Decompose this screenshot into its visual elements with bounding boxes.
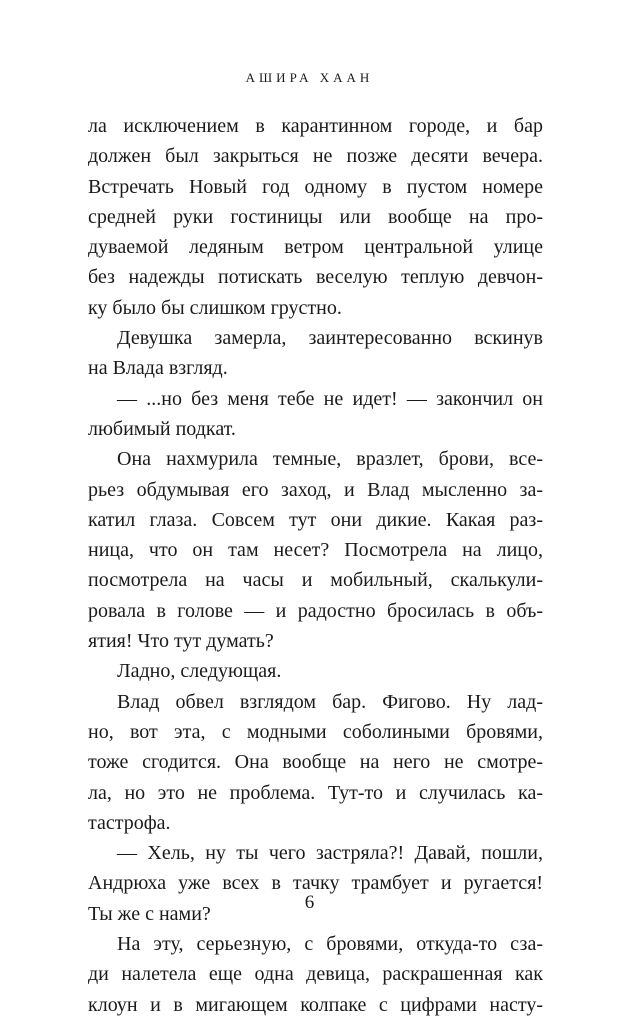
text-line: Ладно, следующая. xyxy=(117,660,282,683)
text-line: Ты же с нами? xyxy=(88,902,211,925)
text-line: посмотрела на часы и мобильный, скалькули- xyxy=(88,569,543,592)
text-line: — ...но без меня тебе не идет! — закончил он xyxy=(117,387,543,410)
text-line: ровала в голове — и радостно бросилась в объ- xyxy=(88,599,543,622)
text-line: ла исключением в карантинном городе, и бар xyxy=(88,115,543,137)
text-line: катил глаза. Совсем тут они дикие. Какая раз- xyxy=(88,508,543,531)
body-text xyxy=(88,111,543,1020)
text-line: но, вот эта, с модными соболиными бровями, xyxy=(88,720,543,743)
text-line: должен был закрыться не позже десяти вечера. xyxy=(88,145,543,168)
text-line: тоже сгодится. Она вообще на него не смотре- xyxy=(88,751,543,774)
text-line: дуваемой ледяным ветром центральной улице xyxy=(88,236,543,259)
text-line: ница, что он там несет? Посмотрела на лицо, xyxy=(88,539,543,562)
text-line: любимый подкат. xyxy=(88,417,236,440)
page-number: 6 xyxy=(304,892,315,913)
text-line: рьез обдумывая его заход, и Влад мысленно за- xyxy=(88,478,543,501)
text-line: Влад обвел взглядом бар. Фигово. Ну лад- xyxy=(117,690,543,713)
text-line: тастрофа. xyxy=(88,811,171,834)
text-line: без надежды потискать веселую теплую девчон- xyxy=(88,266,543,289)
text-line: на Влада взгляд. xyxy=(88,357,228,380)
text-line: — Хель, ну ты чего застряла?! Давай, пошли, xyxy=(117,842,543,865)
text-line: Встречать Новый год одному в пустом номере xyxy=(88,175,543,198)
text-line: средней руки гостиницы или вообще на про- xyxy=(88,205,543,228)
running-header-author: АШИРА ХААН xyxy=(245,70,374,85)
text-line: ку было бы слишком грустно. xyxy=(88,296,342,319)
text-line: На эту, серьезную, с бровями, откуда-то сза- xyxy=(117,933,543,956)
text-line: ятия! Что тут думать? xyxy=(88,630,274,653)
text-line: клоун и в мигающем колпаке с цифрами насту- xyxy=(88,993,543,1016)
text-line: Андрюха уже всех в тачку трамбует и ругается! xyxy=(88,872,543,895)
text-line: ди налетела еще одна девица, раскрашенная как xyxy=(88,963,543,986)
text-line: Она нахмурила темные, вразлет, брови, все- xyxy=(117,448,543,471)
text-line: Девушка замерла, заинтересованно вскинув xyxy=(117,327,543,350)
text-line: ла, но это не проблема. Тут-то и случилась ка- xyxy=(88,781,543,804)
